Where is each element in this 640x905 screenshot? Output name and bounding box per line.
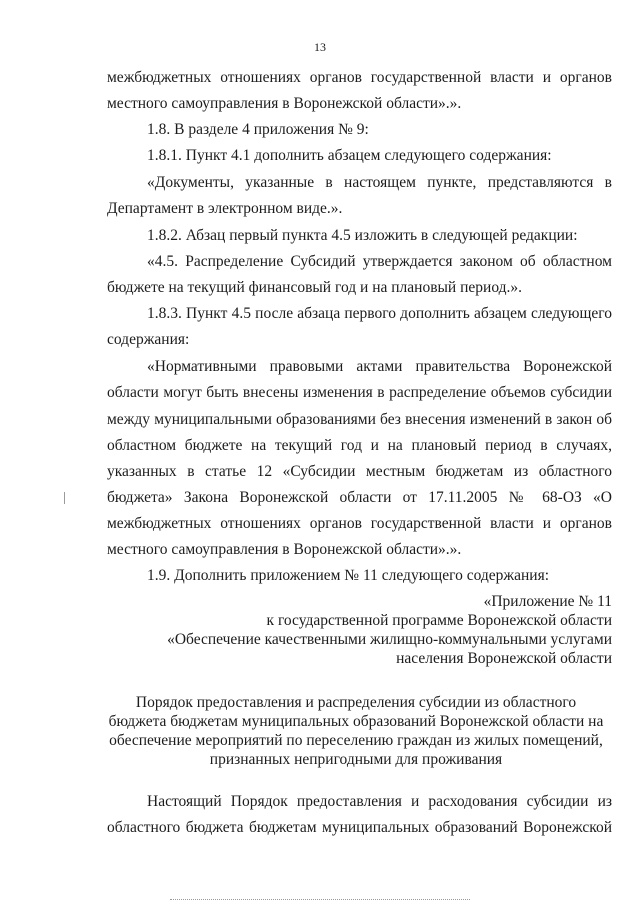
text-line: областном бюджете на текущий год и на плановый период в случаях,: [107, 437, 612, 454]
text-line: 1.8. В разделе 4 приложения № 9:: [147, 121, 369, 138]
text-line: межбюджетных отношениях органов государственной власти и органов: [107, 515, 612, 532]
text-line: Департамент в электронном виде.».: [107, 200, 343, 217]
page-number: 13: [314, 40, 326, 54]
text-line: 1.8.2. Абзац первый пункта 4.5 изложить в следующей редакции:: [147, 227, 578, 244]
text-line: 1.8.1. Пункт 4.1 дополнить абзацем следующего содержания:: [147, 147, 552, 164]
title-line: бюджета бюджетам муниципальных образований Воронежской области на: [108, 713, 604, 730]
text-line: «4.5. Распределение Субсидий утверждается законом об областном: [147, 253, 612, 270]
margin-mark: [64, 492, 65, 504]
text-line: между муниципальными образованиями без внесения изменений в закон об: [107, 411, 612, 428]
text-line: бюджета» Закона Воронежской области от 17.11.2005 № 68-ОЗ «О: [107, 489, 612, 506]
appendix-header-line: «Приложение № 11: [483, 593, 612, 610]
title-line: Порядок предоставления и распределения субсидии из областного: [135, 694, 577, 711]
text-line: Настоящий Порядок предоставления и расходования субсидии из: [147, 793, 612, 810]
scan-artifact: [170, 899, 470, 901]
text-line: межбюджетных отношениях органов государственной власти и органов: [107, 69, 612, 86]
appendix-header-line: «Обеспечение качественными жилищно-коммунальными услугами: [167, 631, 612, 648]
text-line: области могут быть внесены изменения в распределение объемов субсидии: [107, 384, 612, 401]
text-line: местного самоуправления в Воронежской области».».: [107, 95, 462, 112]
title-line: обеспечение мероприятий по переселению граждан из жилых помещений,: [109, 732, 603, 749]
text-line: «Нормативными правовыми актами правительства Воронежской: [147, 358, 612, 375]
text-line: 1.8.3. Пункт 4.5 после абзаца первого дополнить абзацем следующего: [147, 305, 612, 322]
appendix-header-line: к государственной программе Воронежской области: [266, 612, 612, 629]
text-line: областного бюджета бюджетам муниципальных образований Воронежской: [107, 819, 612, 836]
text-line: 1.9. Дополнить приложением № 11 следующего содержания:: [147, 567, 550, 584]
text-line: указанных в статье 12 «Субсидии местным бюджетам из областного: [107, 463, 612, 480]
text-line: бюджете на текущий финансовый год и на плановый период.».: [107, 279, 523, 296]
appendix-header-line: населения Воронежской области: [396, 650, 612, 667]
title-line: признанных непригодными для проживания: [209, 751, 503, 768]
text-line: «Документы, указанные в настоящем пункте, представляются в: [147, 174, 612, 191]
text-line: местного самоуправления в Воронежской области».».: [107, 541, 462, 558]
text-line: содержания:: [107, 331, 190, 348]
